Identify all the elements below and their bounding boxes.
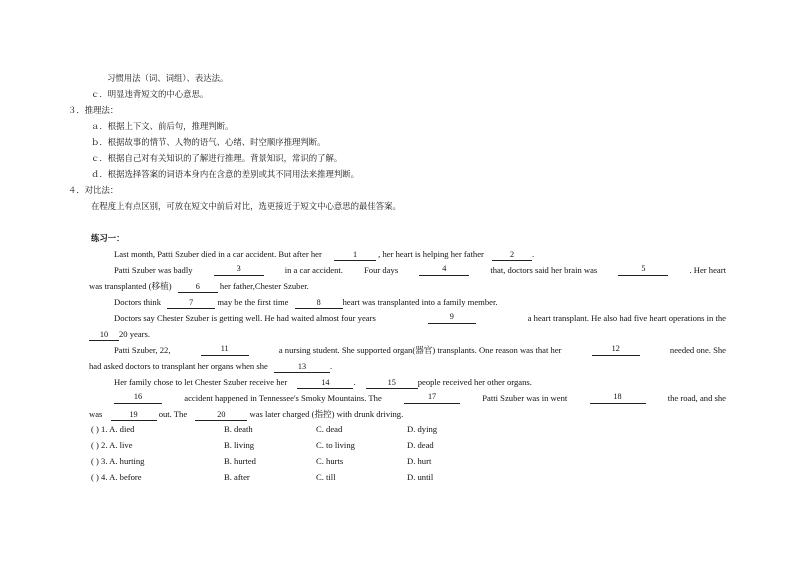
section-3-item-b: ｂ．根据故事的情节、人物的语气、心绪、时空顺序推理判断。 xyxy=(91,137,326,147)
passage-line-3 xyxy=(89,280,309,293)
passage-line-10 xyxy=(114,392,726,404)
passage-line-2 xyxy=(114,264,726,276)
question-4-option-d: D. until xyxy=(407,472,434,482)
method-c-line: ｃ．明显违背短文的中心意思。 xyxy=(91,89,209,99)
passage-line-4 xyxy=(114,296,498,309)
section-3-heading: ３．推理法： xyxy=(68,105,119,115)
section-4-text: 在程度上有点区别，可放在短文中前后对比，选更接近于短文中心意思的最佳答案。 xyxy=(91,201,401,211)
passage-text: . xyxy=(532,249,535,259)
question-2-option-c: C. to living xyxy=(316,440,355,450)
blank-7: 7 xyxy=(167,298,215,309)
passage-text: Doctors think xyxy=(114,297,162,307)
blank-10: 10 xyxy=(89,330,119,341)
blank-17: 17 xyxy=(404,392,460,404)
passage-text: Doctors say Chester Szuber is getting well. He had waited almost four years xyxy=(114,313,376,323)
blank-5: 5 xyxy=(618,264,668,276)
passage-text: , her heart is helping her father xyxy=(378,249,484,259)
passage-text: heart was transplanted into a family member. xyxy=(342,297,498,307)
method-usage-line: 习惯用法（词、词组）、表达法。 xyxy=(107,73,229,83)
blank-13: 13 xyxy=(274,362,330,373)
blank-1: 1 xyxy=(334,250,376,261)
passage-text: . Her heart xyxy=(689,265,726,275)
passage-text: was transplanted (移植) xyxy=(89,281,172,291)
passage-text: a nursing student. She supported organ(器官) transplants. One reason was that her xyxy=(278,345,562,355)
blank-8: 8 xyxy=(295,298,343,309)
passage-text: in a car accident. xyxy=(284,265,343,275)
passage-text: . xyxy=(330,361,333,371)
passage-line-8 xyxy=(89,360,332,373)
blank-4: 4 xyxy=(419,264,469,276)
blank-15: 15 xyxy=(366,378,418,389)
passage-text: was xyxy=(89,409,103,419)
question-1-option-d: D. dying xyxy=(407,424,438,434)
passage-text: may be the first time xyxy=(217,297,289,307)
passage-text: Last month, Patti Szuber died in a car accident. But after her xyxy=(114,249,322,259)
blank-20: 20 xyxy=(195,410,247,421)
passage-text: Patti Szuber was in went xyxy=(482,393,568,403)
blank-16: 16 xyxy=(114,392,162,404)
passage-line-9 xyxy=(114,376,532,389)
passage-text: that, doctors said her brain was xyxy=(490,265,598,275)
question-4-option-c: C. till xyxy=(316,472,336,482)
passage-text: accident happened in Tennessee's Smoky Mountains. The xyxy=(184,393,382,403)
question-2-stem: ( ) 2. A. live xyxy=(91,440,133,450)
passage-line-6 xyxy=(89,328,150,341)
blank-11: 11 xyxy=(201,344,249,356)
blank-19: 19 xyxy=(111,410,157,421)
section-4-heading: ４．对比法： xyxy=(68,185,119,195)
question-3-option-d: D. hurt xyxy=(407,456,432,466)
section-3-item-d: ｄ．根据选择答案的词语本身内在含意的差别或其不同用法来推理判断。 xyxy=(91,169,359,179)
section-3-item-a: ａ．根据上下文、前后句，推理判断。 xyxy=(91,121,234,131)
passage-text: needed one. She xyxy=(669,345,726,355)
passage-line-1 xyxy=(114,248,534,261)
passage-text: Her family chose to let Chester Szuber receive her xyxy=(114,377,288,387)
passage-text: her father,Chester Szuber. xyxy=(219,281,309,291)
exercise-heading: 练习一： xyxy=(91,233,125,243)
blank-6: 6 xyxy=(178,282,218,293)
question-3-option-b: B. hurted xyxy=(224,456,256,466)
question-1-option-c: C. dead xyxy=(316,424,343,434)
blank-9: 9 xyxy=(428,312,476,324)
blank-3: 3 xyxy=(214,264,264,276)
passage-text: Patti Szuber was badly xyxy=(114,265,193,275)
passage-line-5 xyxy=(114,312,726,324)
passage-text: was later charged (指控) with drunk driving. xyxy=(249,409,404,419)
blank-12: 12 xyxy=(592,344,640,356)
passage-text: 20 years. xyxy=(119,329,151,339)
passage-line-11 xyxy=(89,408,403,421)
passage-line-7 xyxy=(114,344,726,356)
question-4-option-b: B. after xyxy=(224,472,250,482)
question-3-stem: ( ) 3. A. hurting xyxy=(91,456,145,466)
blank-2: 2 xyxy=(492,250,532,261)
passage-text: people received her other organs. xyxy=(417,377,532,387)
blank-18: 18 xyxy=(590,392,646,404)
question-1-option-b: B. death xyxy=(224,424,253,434)
question-1-stem: ( ) 1. A. died xyxy=(91,424,135,434)
passage-text: . xyxy=(353,377,356,387)
blank-14: 14 xyxy=(297,378,353,389)
passage-text: out. The xyxy=(158,409,188,419)
question-2-option-d: D. dead xyxy=(407,440,434,450)
section-3-item-c: ｃ．根据自己对有关知识的了解进行推理。背景知识，常识的了解。 xyxy=(91,153,343,163)
passage-text: a heart transplant. He also had five heart operations in the xyxy=(527,313,726,323)
question-4-stem: ( ) 4. A. before xyxy=(91,472,142,482)
passage-text: had asked doctors to transplant her organs when she xyxy=(89,361,268,371)
passage-text: Four days xyxy=(364,265,399,275)
passage-text: the road, and she xyxy=(667,393,726,403)
question-2-option-b: B. living xyxy=(224,440,255,450)
passage-text: Patti Szuber, 22, xyxy=(114,345,171,355)
question-3-option-c: C. hurts xyxy=(316,456,344,466)
